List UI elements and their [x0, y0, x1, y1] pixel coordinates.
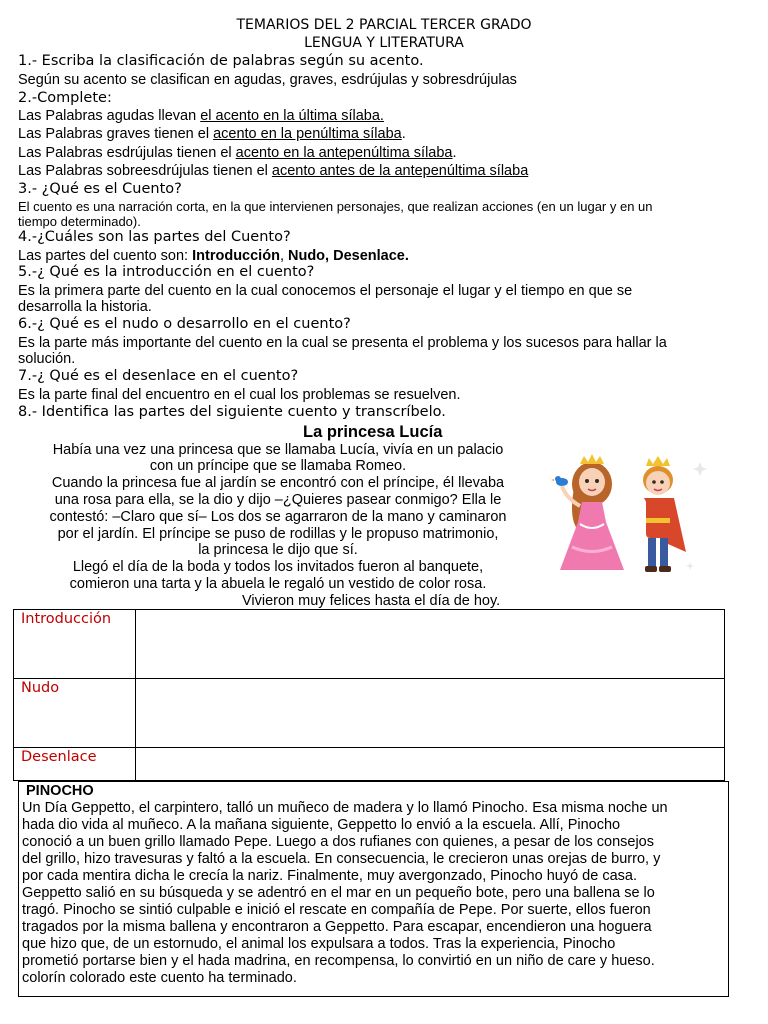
story-title: La princesa Lucía: [303, 423, 443, 441]
table-divider: [135, 610, 136, 780]
table-row-introduccion: [14, 610, 724, 679]
question-7: 7.-¿ Qué es el desenlace en el cuento?: [18, 368, 299, 384]
fill-answer: acento en la penúltima sílaba: [213, 126, 402, 142]
fill-answer: el acento en la última sílaba.: [200, 108, 384, 124]
story-line: por el jardín. El príncipe se puso de rodillas y le propuso matrimonio,: [57, 526, 499, 542]
pinocho-story-box: [18, 781, 729, 997]
story-parts-table: [13, 609, 725, 781]
fill-answer: acento antes de la antepenúltima sílaba: [271, 163, 529, 179]
answer-6-line-2: solución.: [18, 351, 76, 367]
document-subject: LENGUA Y LITERATURA: [304, 35, 464, 51]
table-row-nudo: [14, 679, 724, 748]
question-3: 3.- ¿Qué es el Cuento?: [18, 181, 182, 197]
pinocho-line: tragados por la misma ballena y encontraron a Geppetto. Para escapar, encendieron una hoguera: [22, 919, 652, 935]
pinocho-line: que hizo que, de un estornudo, el animal los expulsara a todos. Tras la experiencia, Pinocho: [22, 936, 616, 952]
question-2: 2.-Complete:: [18, 90, 112, 106]
pinocho-line: por cada mentira dicha le crecía la nariz. Finalmente, muy avergonzado, Pinocho huyó de casa.: [22, 868, 637, 884]
pinocho-body: [22, 800, 724, 987]
pinocho-line: hada dio vida al muñeco. A la mañana siguiente, Geppetto lo envió a la escuela. Allí, Pinocho: [22, 817, 621, 833]
answer-3-line-1: El cuento es una narración corta, en la que intervienen personajes, que realizan acciones (en un lugar y en un: [18, 199, 653, 214]
question-5: 5.-¿ Qué es la introducción en el cuento?: [18, 264, 315, 280]
complete-line-graves: Las Palabras graves tienen el acento en la penúltima sílaba.: [18, 126, 406, 142]
story-line: una rosa para ella, se la dio y dijo –¿Quieres pasear conmigo? Ella le: [54, 492, 502, 508]
table-row-desenlace: [14, 748, 724, 780]
story-line: Había una vez una princesa que se llamaba Lucía, vivía en un palacio: [52, 442, 504, 458]
answer-5-line-1: Es la primera parte del cuento en la cual conocemos el personaje el lugar y el tiempo en que se: [18, 283, 633, 299]
princess-prince-illustration: [550, 452, 710, 582]
pinocho-line: Geppetto salió en su búsqueda y se adentró en el mar en un pequeño bote, pero una ballena se lo: [22, 885, 655, 901]
complete-line-sobreesdrujulas: Las Palabras sobreesdrújulas tienen el acento antes de la antepenúltima sílaba: [18, 163, 529, 179]
answer-1: Según su acento se clasifican en agudas, graves, esdrújulas y sobresdrújulas: [18, 72, 517, 88]
question-4: 4.-¿Cuáles son las partes del Cuento?: [18, 229, 291, 245]
pinocho-line: prometió portarse bien y el hada madrina, en recompensa, lo convirtió en un niño de care y hueso.: [22, 953, 655, 969]
question-6: 6.-¿ Qué es el nudo o desarrollo en el cuento?: [18, 316, 351, 332]
row-label-desenlace: Desenlace: [21, 749, 97, 765]
question-8: 8.- Identifica las partes del siguiente cuento y transcríbelo.: [18, 404, 446, 420]
pinocho-line: conoció a un buen grillo llamado Pepe. Luego a dos rufianes con quienes, a pesar de los consejos: [22, 834, 654, 850]
story-line: contestó: –Claro que sí– Los dos se agarraron de la mano y caminaron: [49, 509, 507, 525]
answer-6-line-1: Es la parte más importante del cuento en la cual se presenta el problema y los sucesos para hallar la: [18, 335, 667, 351]
story-line: comieron una tarta y la abuela le regaló un vestido de color rosa.: [69, 576, 487, 592]
pinocho-line: del grillo, hizo travesuras y faltó a la escuela. En consecuencia, le crecieron unas orejas de burro, y: [22, 851, 661, 867]
story-line: con un príncipe que se llamaba Romeo.: [149, 458, 407, 474]
story-line: Cuando la princesa fue al jardín se encontró con el príncipe, él llevaba: [51, 475, 505, 491]
pinocho-title: PINOCHO: [26, 783, 94, 799]
question-1: 1.- Escriba la clasificación de palabras según su acento.: [18, 53, 424, 69]
story-line: Llegó el día de la boda y todos los invitados fueron al banquete,: [72, 559, 484, 575]
story-line: Vivieron muy felices hasta el día de hoy.: [242, 593, 501, 609]
fill-answer: acento en la antepenúltima sílaba: [235, 145, 453, 161]
pinocho-line: tragó. Pinocho se sintió culpable e inició el rescate en compañía de Pepe. Por suerte, ellos fueron: [22, 902, 651, 918]
story-line: la princesa le dijo que sí.: [198, 542, 358, 558]
answer-4: Las partes del cuento son: Introducción, Nudo, Desenlace.: [18, 248, 409, 264]
answer-7: Es la parte final del encuentro en el cual los problemas se resuelven.: [18, 387, 461, 403]
complete-line-agudas: Las Palabras agudas llevan el acento en la última sílaba.: [18, 108, 384, 124]
document-title: TEMARIOS DEL 2 PARCIAL TERCER GRADO: [236, 17, 532, 33]
complete-line-esdrujulas: Las Palabras esdrújulas tienen el acento en la antepenúltima sílaba.: [18, 145, 457, 161]
pinocho-line: colorín colorado este cuento ha terminado.: [22, 970, 297, 986]
pinocho-line: Un Día Geppetto, el carpintero, talló un muñeco de madera y lo llamó Pinocho. Esa misma noche un: [22, 800, 668, 816]
answer-5-line-2: desarrolla la historia.: [18, 299, 152, 315]
row-label-introduccion: Introducción: [21, 611, 112, 627]
answer-3-line-2: tiempo determinado).: [18, 214, 141, 229]
row-label-nudo: Nudo: [21, 680, 60, 696]
